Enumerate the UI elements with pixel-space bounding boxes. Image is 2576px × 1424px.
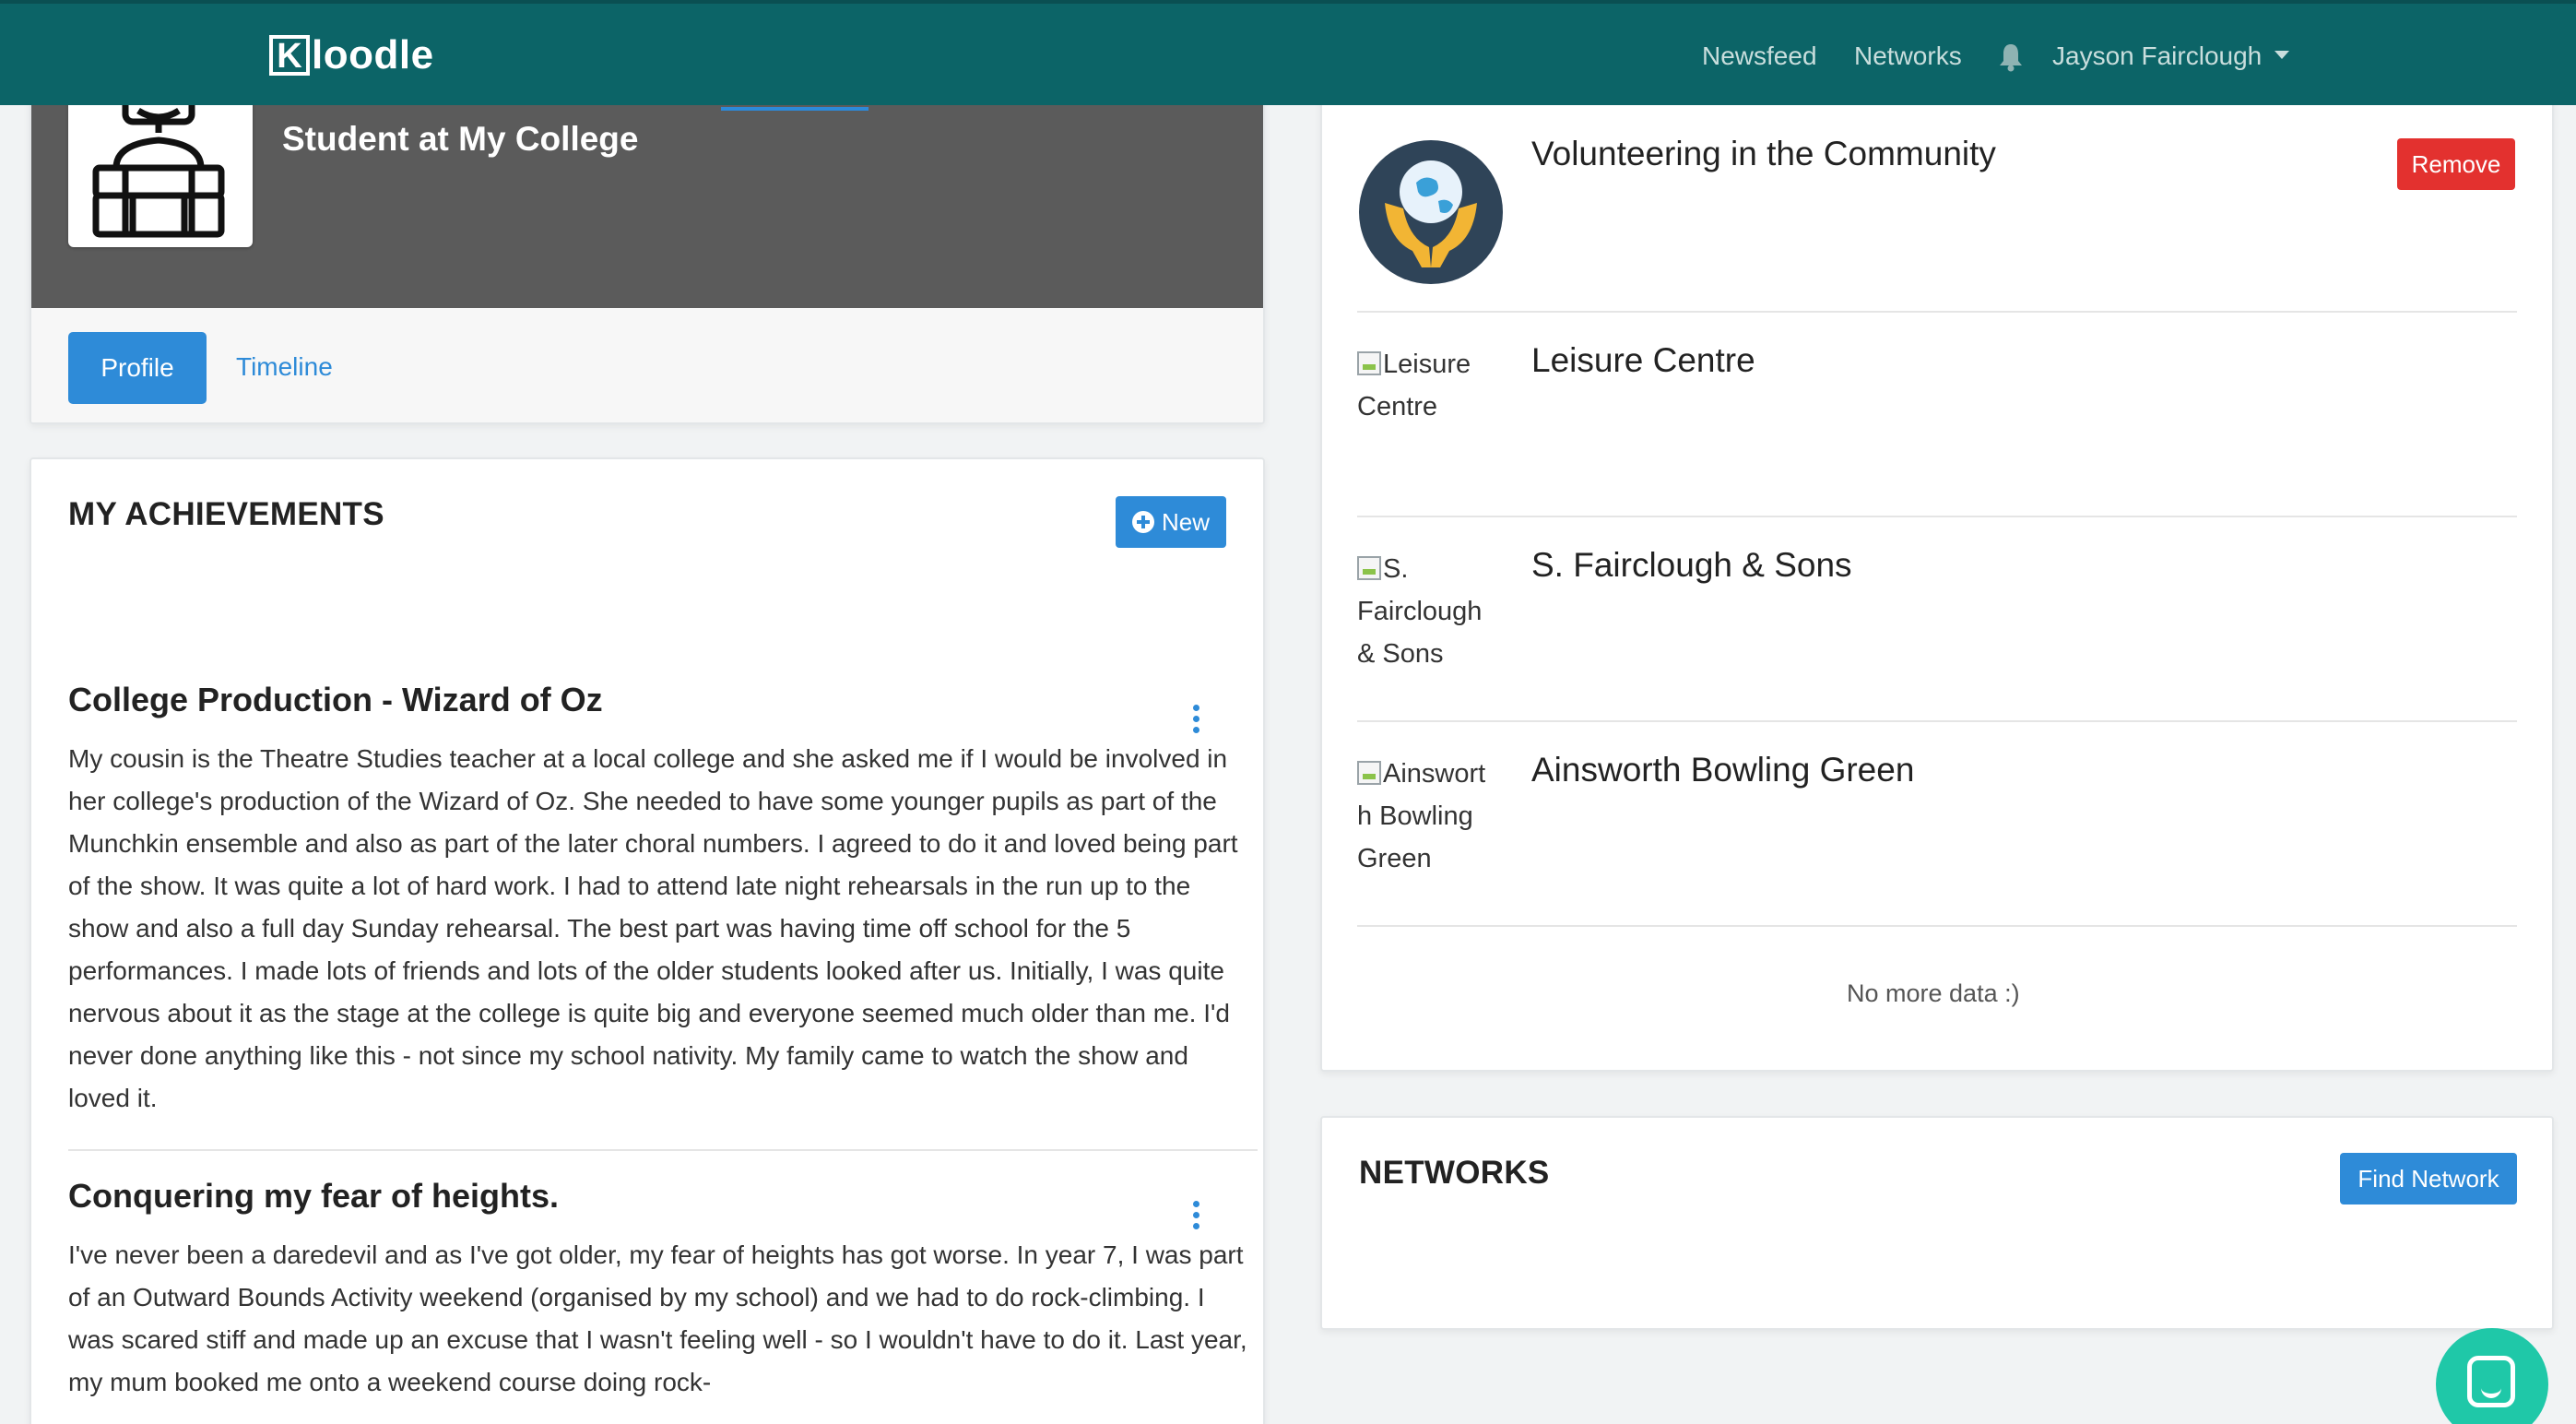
chat-launcher-button[interactable] — [2436, 1328, 2548, 1424]
alt-text-line: S. — [1383, 554, 1409, 584]
volunteering-logo[interactable] — [1357, 138, 1505, 286]
network-item-title[interactable]: S. Fairclough & Sons — [1531, 546, 1852, 584]
alt-text-line: Fairclough — [1357, 597, 1483, 626]
nav-newsfeed-link[interactable]: Newsfeed — [1702, 42, 1817, 70]
broken-image-alt — [1357, 343, 1514, 428]
brand-wordmark: loodle — [312, 32, 434, 77]
nav-networks-link[interactable]: Networks — [1854, 42, 1962, 70]
achievement-title: Conquering my fear of heights. — [68, 1177, 560, 1215]
list-divider — [1357, 925, 2517, 927]
achievement-divider — [68, 1149, 1258, 1151]
bell-icon[interactable] — [1998, 42, 2024, 72]
networks-card — [1320, 1116, 2554, 1330]
user-name: Jayson Fairclough — [2052, 42, 2263, 70]
broken-image-icon — [1357, 351, 1381, 375]
profile-card — [30, 55, 1265, 424]
profile-tab-bar — [31, 308, 1263, 424]
alt-text-line: & Sons — [1357, 639, 1444, 669]
achievement-description: I've never been a daredevil and as I've got older, my fear of heights has got worse. In year 7, I was part of an Outward Bounds Activity weekend (organised by my school) and we had to do rock-climbing. I was scared stiff and made up an excuse that I wasn't feeling well - so I wouldn't have to do it. Last year, my mum booked me onto a weekend course doing rock- — [68, 1240, 1247, 1396]
alt-text-line: Ainswort — [1383, 759, 1486, 789]
achievements-card — [30, 457, 1265, 1424]
broken-image-icon — [1357, 556, 1381, 580]
plus-circle-icon — [1132, 511, 1154, 533]
achievement-title: College Production - Wizard of Oz — [68, 681, 603, 718]
broken-image-alt — [1357, 548, 1514, 675]
more-options-icon[interactable] — [1191, 705, 1200, 734]
find-network-button[interactable]: Find Network — [2340, 1153, 2517, 1204]
banner-accent-bar — [721, 107, 869, 111]
networks-heading: NETWORKS — [1359, 1155, 1550, 1191]
brand-k-mark: K — [269, 35, 310, 76]
list-divider — [1357, 311, 2517, 313]
alt-text-line: Leisure — [1383, 350, 1471, 379]
broken-image-icon — [1357, 761, 1381, 785]
new-button-label: New — [1161, 507, 1210, 536]
network-item-title[interactable]: Leisure Centre — [1531, 341, 1755, 379]
user-menu-toggle[interactable] — [2052, 41, 2289, 72]
list-divider — [1357, 516, 2517, 517]
alt-text-line: Green — [1357, 844, 1432, 873]
network-item-title[interactable]: Volunteering in the Community — [1531, 135, 1996, 172]
achievement-description: My cousin is the Theatre Studies teacher at a local college and she asked me if I would be involved in her college's production of the Wizard of Oz. She needed to have some younger pupils as part of the Munchkin ensemble and also as part of the later choral numbers. I agreed to do it and loved being part of the show. It was quite a lot of hard work. I had to attend late night rehearsals in the run up to the show and also a full day Sunday rehearsal. The best part was having time off school for the 5 performances. I made lots of friends and lots of the older students looked after us. Initially, I was quite nervous about it as the stage at the college is quite big and everyone seemed much older than me. I'd never done anything like this - not since my school nativity. My family came to watch the show and loved it. — [68, 744, 1238, 1112]
chat-icon — [2467, 1356, 2515, 1407]
remove-button[interactable]: Remove — [2397, 138, 2515, 190]
tab-profile[interactable]: Profile — [68, 332, 207, 404]
profile-subtitle: Student at My College — [282, 120, 639, 158]
new-achievement-button[interactable] — [1116, 496, 1226, 548]
list-divider — [1357, 720, 2517, 722]
tab-timeline[interactable]: Timeline — [236, 352, 333, 381]
top-navbar — [0, 0, 2576, 105]
no-more-data-text: No more data :) — [1847, 979, 2020, 1007]
alt-text-line: h Bowling — [1357, 801, 1473, 831]
chevron-down-icon — [2275, 51, 2289, 59]
network-item-title[interactable]: Ainsworth Bowling Green — [1531, 751, 1915, 789]
achievements-heading: MY ACHIEVEMENTS — [68, 496, 384, 532]
alt-text-line: Centre — [1357, 392, 1438, 421]
broken-image-alt — [1357, 753, 1514, 880]
brand-logo[interactable] — [269, 31, 434, 79]
more-options-icon[interactable] — [1191, 1201, 1200, 1230]
